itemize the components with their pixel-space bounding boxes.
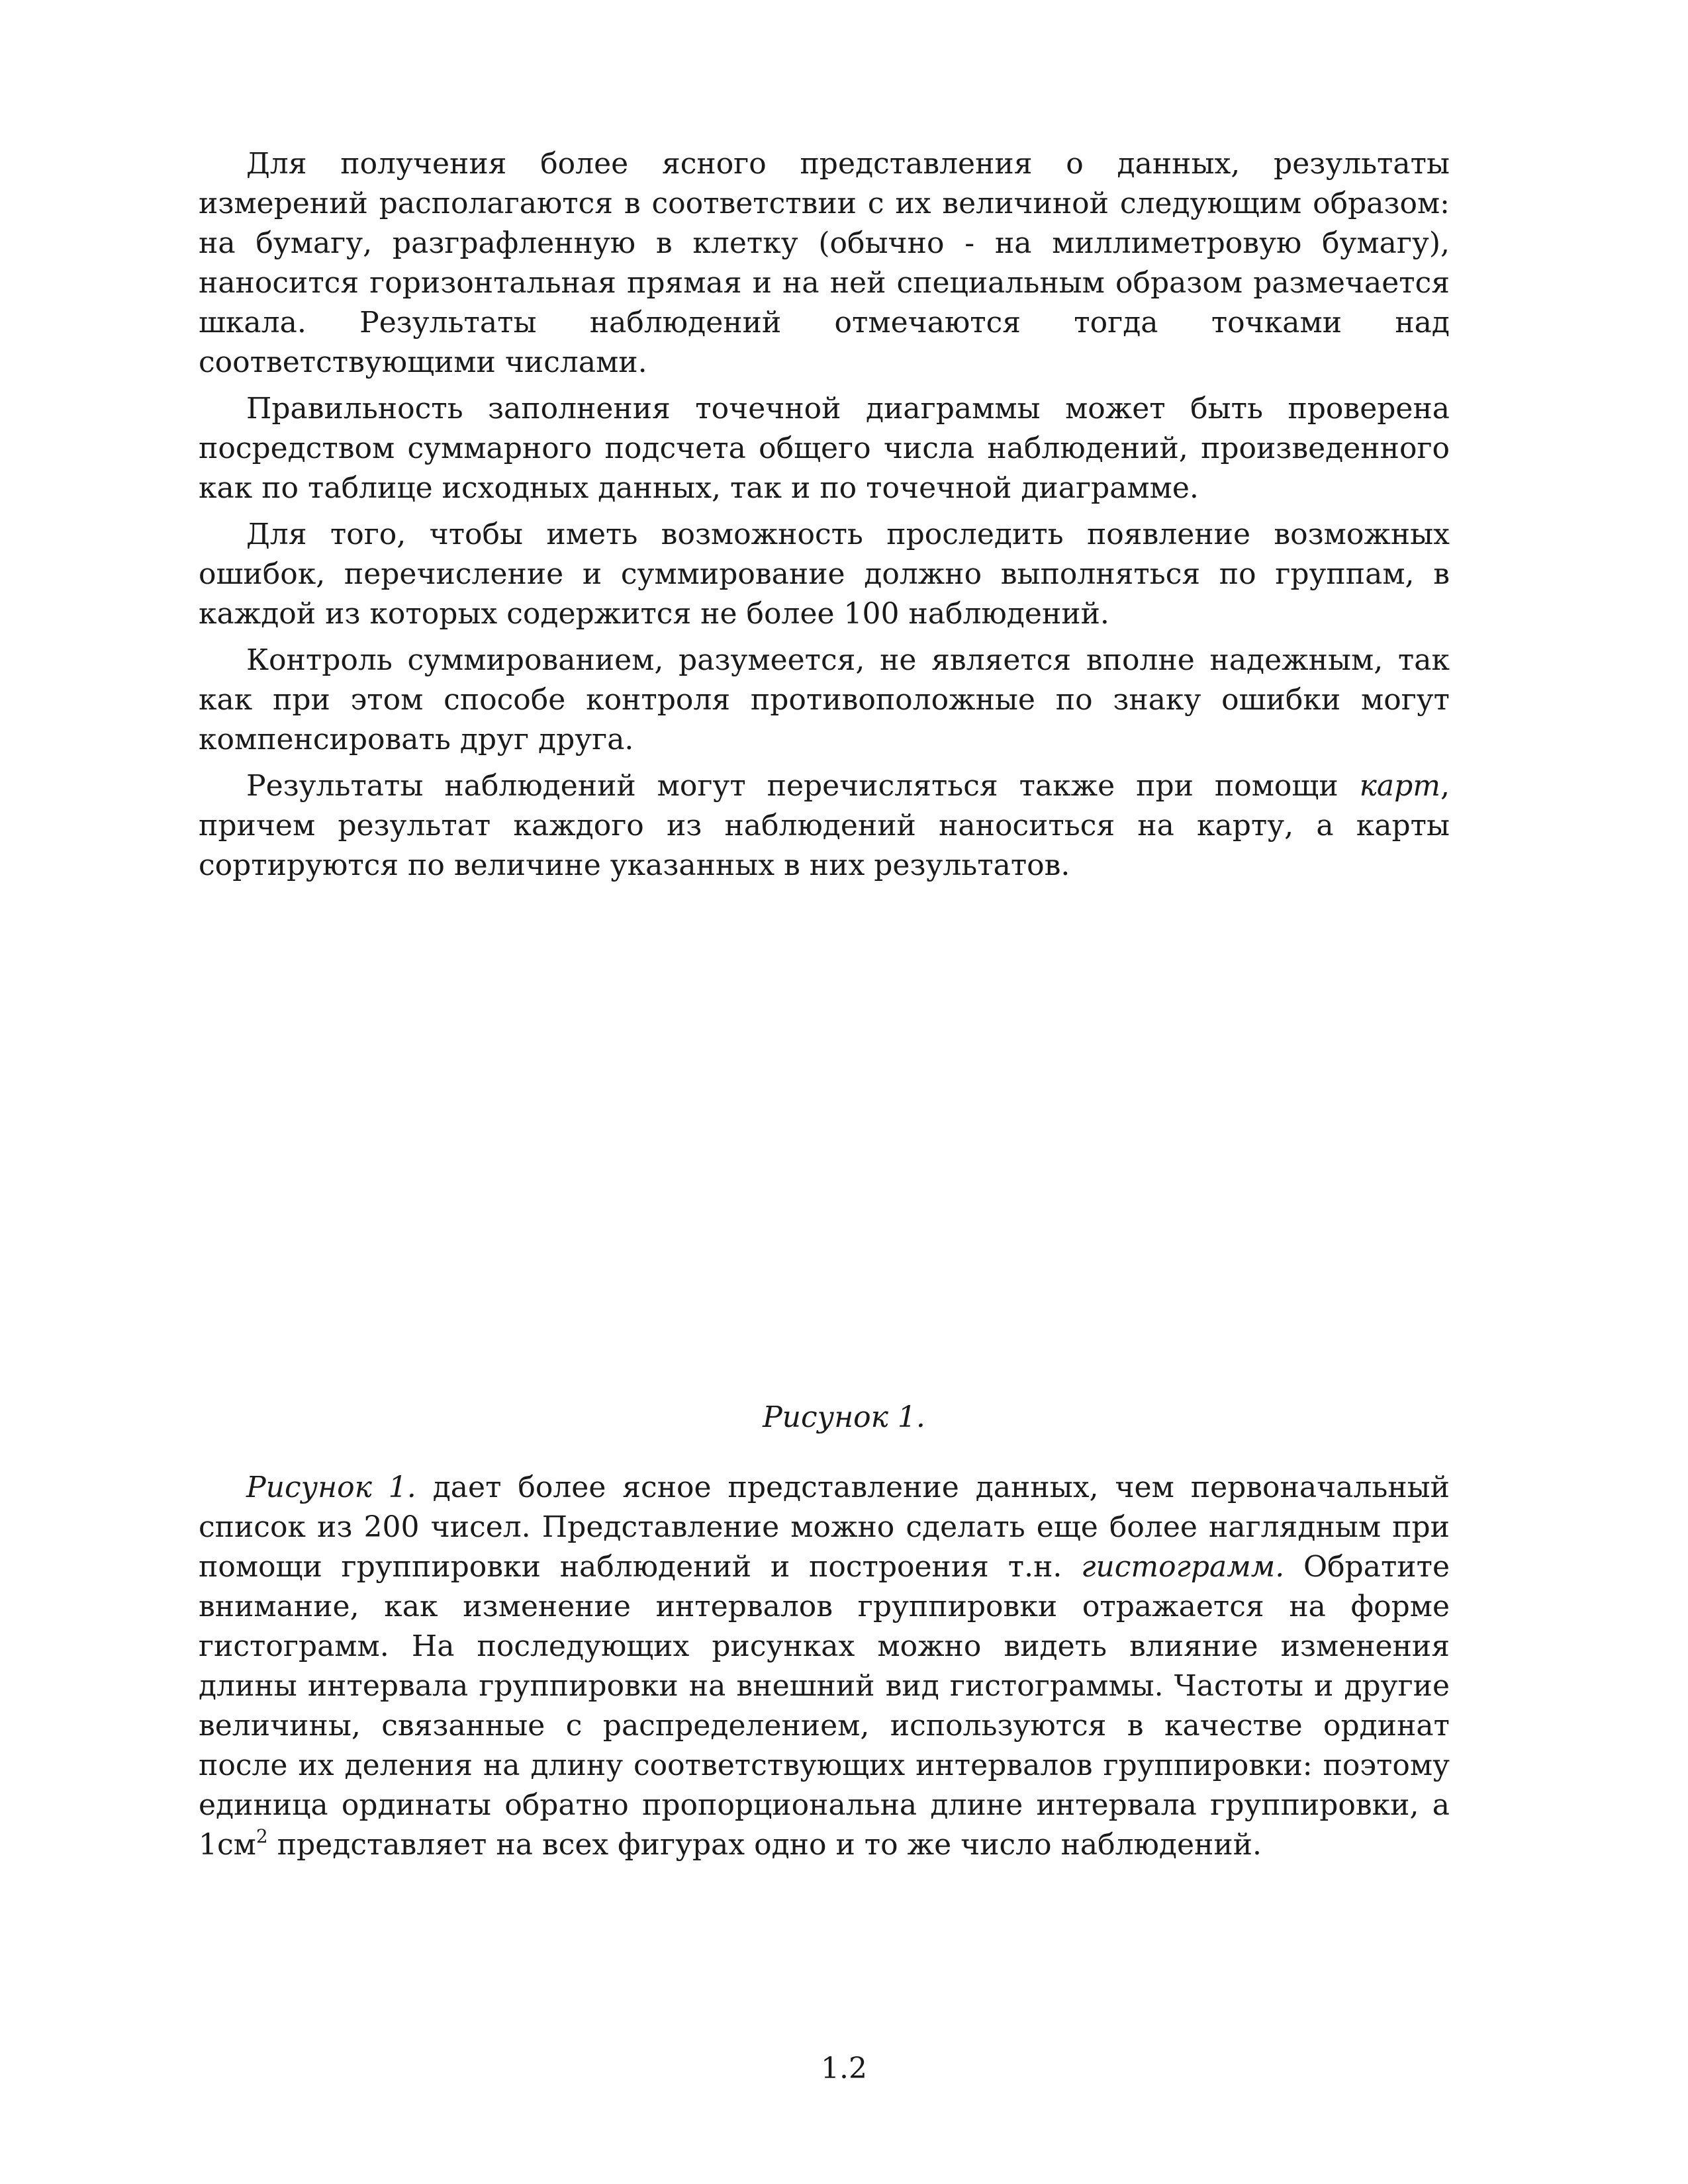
paragraph-5-emphasis: карт bbox=[1359, 769, 1440, 803]
paragraph-4: Контроль суммированием, разумеется, не является вполне надежным, так как при этом способе контроля противоположные по знаку ошибки могут компенсировать друг друга. bbox=[199, 643, 1450, 756]
paragraph-6-lead: Рисунок 1. bbox=[246, 1471, 416, 1504]
body-text-bottom bbox=[199, 1468, 1450, 1865]
paragraph-6-part2: Обратите внимание, как изменение интервалов группировки отражается на форме гистограмм. На последующих рисунках можно видеть влияние изменения длины интервала группировки на внешний вид гистограммы. Частоты и другие величины, связанные с распределением, используются в качестве ординат после их деления на длину соответствующих интервалов группировки: поэтому единица ординаты обратно пропорциональна длине интервала группировки, а 1см bbox=[199, 1550, 1450, 1862]
paragraph-1: Для получения более ясного представления о данных, результаты измерений располагаются в соответствии с их величиной следующим образом: на бумагу, разграфленную в клетку (обычно - на миллиметровую бумагу), наносится горизонтальная прямая и на ней специальным образом размечается шкала. Результаты наблюдений отмечаются тогда точками над соответствующими числами. bbox=[199, 147, 1450, 379]
paragraph-5 bbox=[199, 766, 1450, 886]
paragraph-6-part3: представляет на всех фигурах одно и то же число наблюдений. bbox=[267, 1828, 1262, 1862]
figure-caption: Рисунок 1. bbox=[763, 1400, 925, 1434]
paragraph-6-superscript: 2 bbox=[256, 1825, 268, 1847]
paragraph-6-part1: дает более ясное представление данных, чем первоначальный список из 200 чисел. Представление можно сделать еще более наглядным при помощи группировки наблюдений и построения т.н. bbox=[199, 1471, 1450, 1584]
body-text-top bbox=[199, 144, 1450, 886]
paragraph-5-text-before: Результаты наблюдений могут перечисляться также при помощи bbox=[246, 769, 1360, 803]
paragraph-6-emphasis: гистограмм. bbox=[1081, 1550, 1285, 1584]
paragraph-3: Для того, чтобы иметь возможность проследить появление возможных ошибок, перечисление и суммирование должно выполняться по группам, в каждой из которых содержится не более 100 наблюдений. bbox=[199, 518, 1450, 631]
paragraph-6 bbox=[199, 1468, 1450, 1865]
page-number: 1.2 bbox=[821, 2052, 867, 2085]
paragraph-5-text-after: , причем результат каждого из наблюдений наноситься на карту, а карты сортируются по величине указанных в них результатов. bbox=[199, 769, 1450, 882]
paragraph-2: Правильность заполнения точечной диаграммы может быть проверена посредством суммарного подсчета общего числа наблюдений, произведенного как по таблице исходных данных, так и по точечной диаграмме. bbox=[199, 392, 1450, 505]
